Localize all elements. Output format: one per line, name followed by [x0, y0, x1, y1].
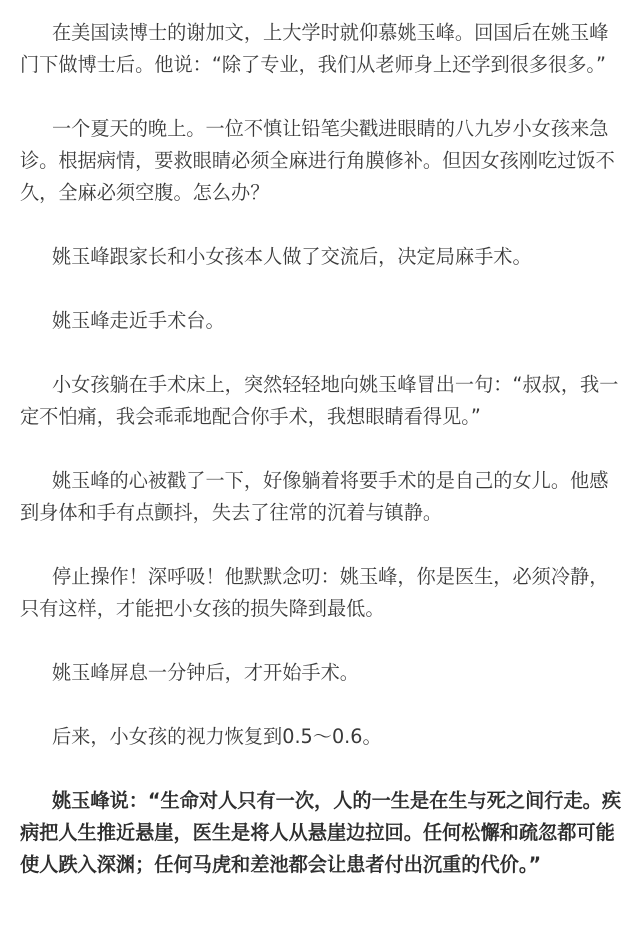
paragraph-4: 姚玉峰走近手术台。: [52, 309, 225, 332]
paragraph-1: 在美国读博士的谢加文，上大学时就仰慕姚玉峰。回国后在姚玉峰门下做博士后。他说：“除了专业，我们从老师身上还学到很多很多。”: [20, 21, 609, 76]
paragraph-3: 姚玉峰跟家长和小女孩本人做了交流后，决定局麻手术。: [52, 245, 532, 268]
paragraph-8: 姚玉峰屏息一分钟后，才开始手术。: [52, 661, 359, 684]
paragraph-10-quote: 姚玉峰说：“生命对人只有一次，人的一生是在生与死之间行走。疾病把人生推近悬崖，医生是将人从悬崖边拉回。任何松懈和疏忽都可能使人跌入深渊；任何马虎和差池都会让患者付出沉重的代价。”: [20, 789, 622, 876]
paragraph-6: 姚玉峰的心被戳了一下，好像躺着将要手术的是自己的女儿。他感到身体和手有点颤抖，失去了往常的沉着与镇静。: [20, 469, 609, 524]
paragraph-5: 小女孩躺在手术床上，突然轻轻地向姚玉峰冒出一句：“叔叔，我一定不怕痛，我会乖乖地配合你手术，我想眼睛看得见。”: [20, 373, 619, 428]
paragraph-7: 停止操作！深呼吸！他默默念叨：姚玉峰，你是医生，必须冷静，只有这样，才能把小女孩的损失降到最低。: [20, 565, 609, 620]
paragraph-2: 一个夏天的晚上。一位不慎让铅笔尖戳进眼睛的八九岁小女孩来急诊。根据病情，要救眼睛必须全麻进行角膜修补。但因女孩刚吃过饭不久，全麻必须空腹。怎么办？: [20, 117, 615, 204]
paragraph-9: 后来，小女孩的视力恢复到0.5～0.6。: [52, 725, 382, 748]
